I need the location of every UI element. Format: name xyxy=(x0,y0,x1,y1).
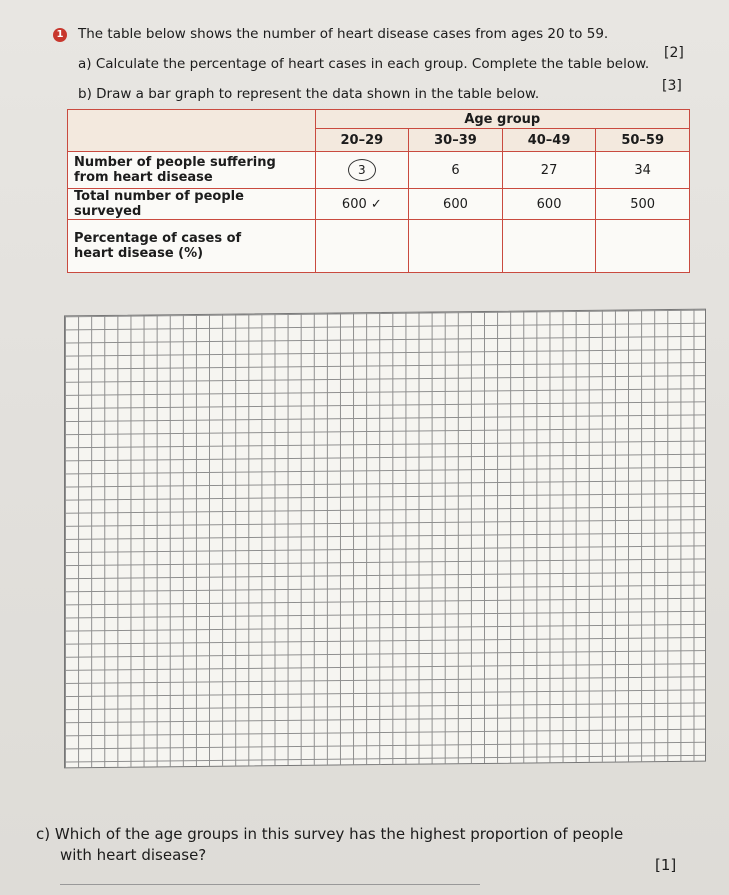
cell-percentage-30-39[interactable] xyxy=(409,220,503,273)
circled-value: 3 xyxy=(348,159,376,181)
row-label-line1: Number of people suffering xyxy=(74,155,276,170)
graph-paper-area[interactable] xyxy=(64,309,706,769)
table-corner-cell xyxy=(68,110,316,152)
cell-percentage-50-59[interactable] xyxy=(596,220,690,273)
row-label: Total number of people surveyed xyxy=(68,189,316,220)
cell-percentage-20-29[interactable] xyxy=(315,220,409,273)
cell-cases-20-29[interactable] xyxy=(315,152,409,189)
part-a-marks: [2] xyxy=(664,45,684,61)
range-header: 50–59 xyxy=(596,129,690,152)
part-c-text-line1: c) Which of the age groups in this survey has the highest proportion of people xyxy=(36,825,624,843)
table-row-surveyed xyxy=(68,189,690,220)
answer-line[interactable] xyxy=(60,884,480,885)
range-header: 40–49 xyxy=(502,129,596,152)
part-b-marks: [3] xyxy=(662,78,682,94)
cell-surveyed-50-59[interactable]: 500 xyxy=(596,189,690,220)
heart-disease-table xyxy=(67,109,690,273)
row-label-line2: heart disease (%) xyxy=(74,246,204,261)
part-c-marks: [1] xyxy=(655,856,677,874)
part-a-text: a) Calculate the percentage of heart cases in each group. Complete the table below. xyxy=(78,56,650,72)
question-number-badge: 1 xyxy=(53,28,67,42)
cell-cases-50-59[interactable]: 34 xyxy=(596,152,690,189)
cell-cases-40-49[interactable]: 27 xyxy=(502,152,596,189)
part-c-text-line2: with heart disease? xyxy=(60,846,207,864)
cell-percentage-40-49[interactable] xyxy=(502,220,596,273)
table-row-percentage xyxy=(68,220,690,273)
cell-cases-30-39[interactable]: 6 xyxy=(409,152,503,189)
cell-surveyed-20-29[interactable]: 600 ✓ xyxy=(315,189,409,220)
row-label xyxy=(68,220,316,273)
row-label xyxy=(68,152,316,189)
graph-paper-grid xyxy=(64,309,706,769)
range-header: 20–29 xyxy=(315,129,409,152)
row-label-line1: Percentage of cases of xyxy=(74,231,242,246)
question-intro: The table below shows the number of heart disease cases from ages 20 to 59. xyxy=(78,26,609,42)
row-label-line2: from heart disease xyxy=(74,170,213,185)
cell-surveyed-30-39[interactable]: 600 xyxy=(409,189,503,220)
table-row-cases xyxy=(68,152,690,189)
range-header: 30–39 xyxy=(409,129,503,152)
part-b-text: b) Draw a bar graph to represent the data shown in the table below. xyxy=(78,86,540,102)
age-group-header: Age group xyxy=(315,110,689,129)
cell-surveyed-40-49[interactable]: 600 xyxy=(502,189,596,220)
